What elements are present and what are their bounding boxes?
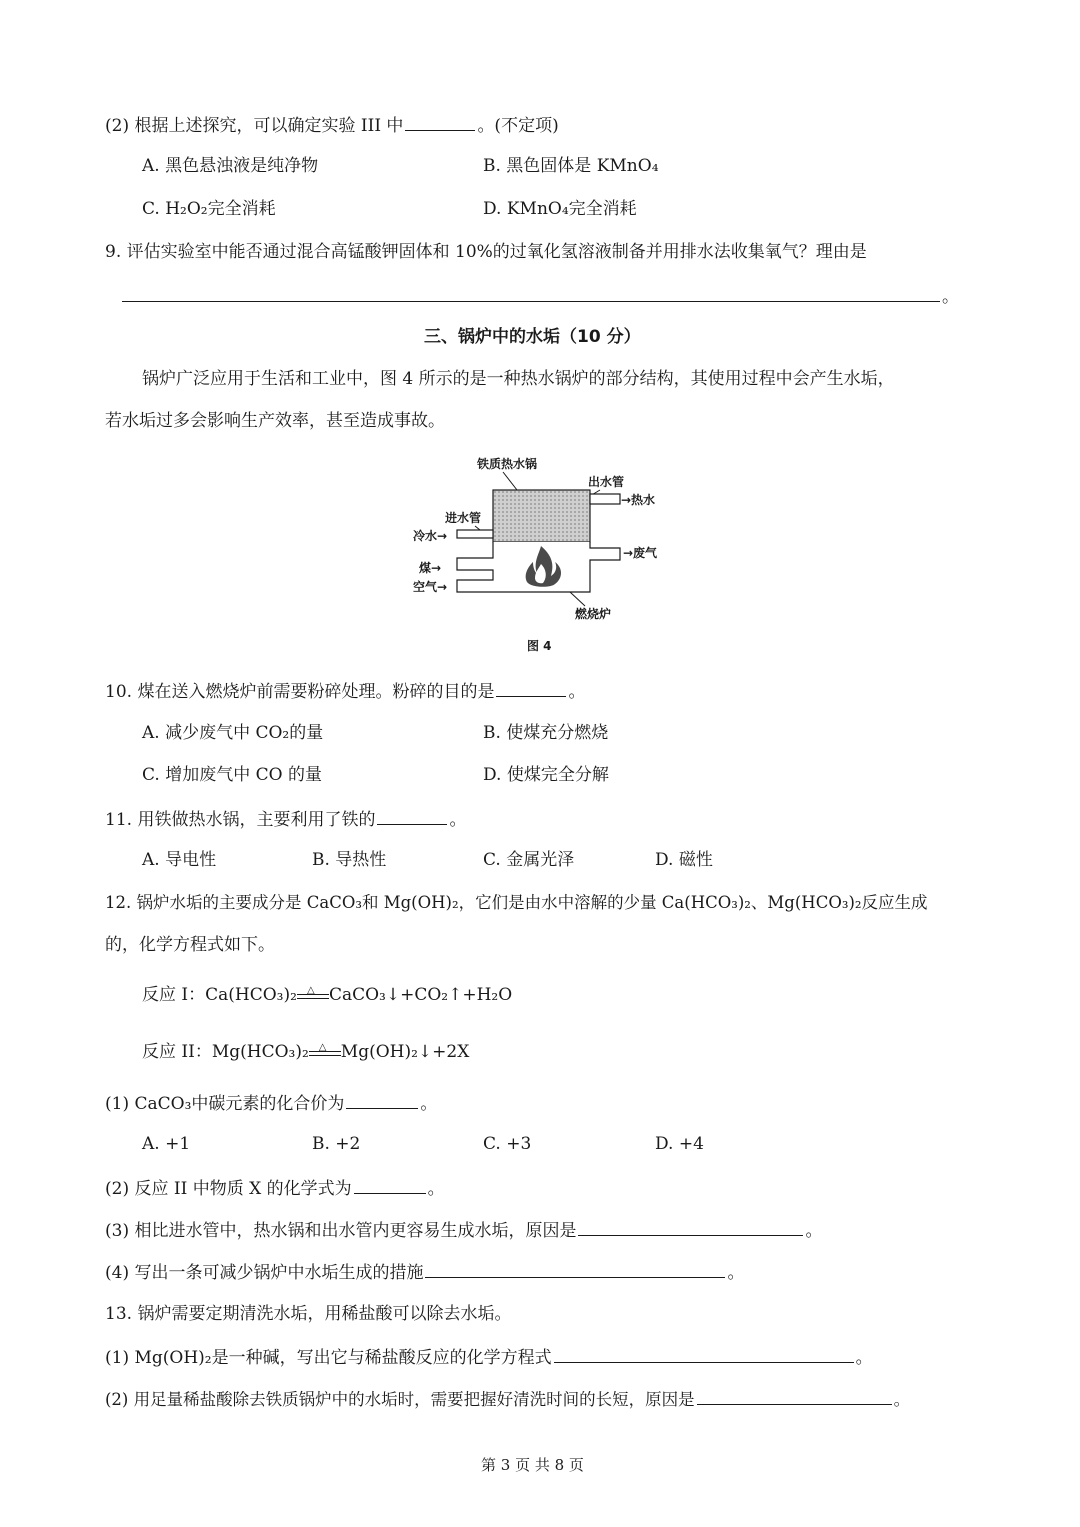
q12-option-c: C. +3 <box>483 1134 532 1154</box>
q11-option-a: A. 导电性 <box>142 850 217 870</box>
q11-stem: 11. 用铁做热水锅，主要利用了铁的 。 <box>105 806 466 832</box>
q12-stem-1: 12. 锅炉水垢的主要成分是 CaCO₃和 Mg(OH)₂，它们是由水中溶解的少量 Ca(HCO₃)₂、Mg(HCO₃)₂反应生成 <box>105 893 928 912</box>
answer-blank[interactable] <box>578 1217 803 1236</box>
section-title: 三、锅炉中的水垢（10 分） <box>424 327 641 347</box>
answer-blank[interactable] <box>554 1344 854 1363</box>
q11-option-b: B. 导热性 <box>312 850 387 870</box>
label-cold-water: 冷水→ <box>413 529 448 543</box>
q12-option-d: D. +4 <box>655 1134 704 1154</box>
answer-blank[interactable] <box>496 678 566 697</box>
label-exhaust: →废气 <box>623 546 658 560</box>
q13-part1: (1) Mg(OH)₂是一种碱，写出它与稀盐酸反应的化学方程式 。 <box>105 1344 873 1370</box>
section-intro-1: 锅炉广泛应用于生活和工业中，图 4 所示的是一种热水锅炉的部分结构，其使用过程中会产生水垢， <box>142 369 895 389</box>
q8-option-d: D. KMnO₄完全消耗 <box>483 199 637 219</box>
answer-blank[interactable] <box>377 806 447 825</box>
boiler-diagram <box>405 450 675 662</box>
q10-stem: 10. 煤在送入燃烧炉前需要粉碎处理。粉碎的目的是 。 <box>105 678 585 704</box>
water-pot <box>493 490 590 542</box>
q8-option-b: B. 黑色固体是 KMnO₄ <box>483 156 659 176</box>
answer-blank[interactable] <box>354 1175 426 1194</box>
label-furnace: 燃烧炉 <box>575 607 612 621</box>
reaction-1: 反应 I：Ca(HCO₃)₂ △ CaCO₃↓+CO₂↑+H₂O <box>142 984 513 1005</box>
q8-option-c: C. H₂O₂完全消耗 <box>142 199 276 219</box>
inlet-pipe <box>457 530 493 538</box>
section-intro-2: 若水垢过多会影响生产效率，甚至造成事故。 <box>105 411 445 431</box>
q10-option-c: C. 增加废气中 CO 的量 <box>142 765 322 785</box>
q12-option-b: B. +2 <box>312 1134 361 1154</box>
leader-line <box>570 592 585 606</box>
q12-option-a: A. +1 <box>142 1134 191 1154</box>
page-footer: 第 3 页 共 8 页 <box>481 1456 584 1474</box>
q8-part2-stem: (2) 根据上述探究，可以确定实验 III 中 。(不定项) <box>105 112 559 138</box>
q12-part3: (3) 相比进水管中，热水锅和出水管内更容易生成水垢，原因是 。 <box>105 1217 822 1243</box>
reaction-2: 反应 II：Mg(HCO₃)₂ △ Mg(OH)₂↓+2X <box>142 1041 470 1062</box>
answer-blank[interactable] <box>405 112 475 131</box>
answer-blank[interactable] <box>697 1386 892 1405</box>
q12-stem-2: 的，化学方程式如下。 <box>105 935 275 955</box>
label-hot-water: →热水 <box>621 493 656 507</box>
label-inlet: 进水管 <box>445 511 482 525</box>
label-air: 空气→ <box>413 580 448 594</box>
q13-stem: 13. 锅炉需要定期清洗水垢，用稀盐酸可以除去水垢。 <box>105 1304 512 1324</box>
label-coal: 煤→ <box>419 561 442 575</box>
heat-equals-sign: △ <box>309 1046 341 1060</box>
q12-part4: (4) 写出一条可减少锅炉中水垢生成的措施 。 <box>105 1259 744 1285</box>
label-pot: 铁质热水锅 <box>477 457 538 471</box>
q10-option-d: D. 使煤完全分解 <box>483 765 609 785</box>
q12-part1: (1) CaCO₃中碳元素的化合价为 。 <box>105 1090 437 1116</box>
answer-blank[interactable] <box>346 1090 418 1109</box>
heat-equals-sign: △ <box>297 989 329 1003</box>
label-outlet: 出水管 <box>588 475 625 489</box>
q12-part2: (2) 反应 II 中物质 X 的化学式为 。 <box>105 1175 445 1201</box>
figure-caption: 图 4 <box>527 639 552 653</box>
answer-blank[interactable] <box>122 283 940 302</box>
q10-option-a: A. 减少废气中 CO₂的量 <box>142 723 324 743</box>
leader-line <box>503 472 517 490</box>
outlet-pipe <box>590 494 620 504</box>
answer-blank[interactable] <box>425 1259 725 1278</box>
q9-stem: 9. 评估实验室中能否通过混合高锰酸钾固体和 10%的过氧化氢溶液制备并用排水法收集氧气？理由是 <box>105 242 867 262</box>
q8-option-a: A. 黑色悬浊液是纯净物 <box>142 156 319 176</box>
q13-part2: (2) 用足量稀盐酸除去铁质锅炉中的水垢时，需要把握好清洗时间的长短，原因是 。 <box>105 1386 910 1412</box>
q10-option-b: B. 使煤充分燃烧 <box>483 723 609 743</box>
q9-answer-line: 。 <box>120 283 959 309</box>
q11-option-d: D. 磁性 <box>655 850 713 870</box>
q11-option-c: C. 金属光泽 <box>483 850 575 870</box>
